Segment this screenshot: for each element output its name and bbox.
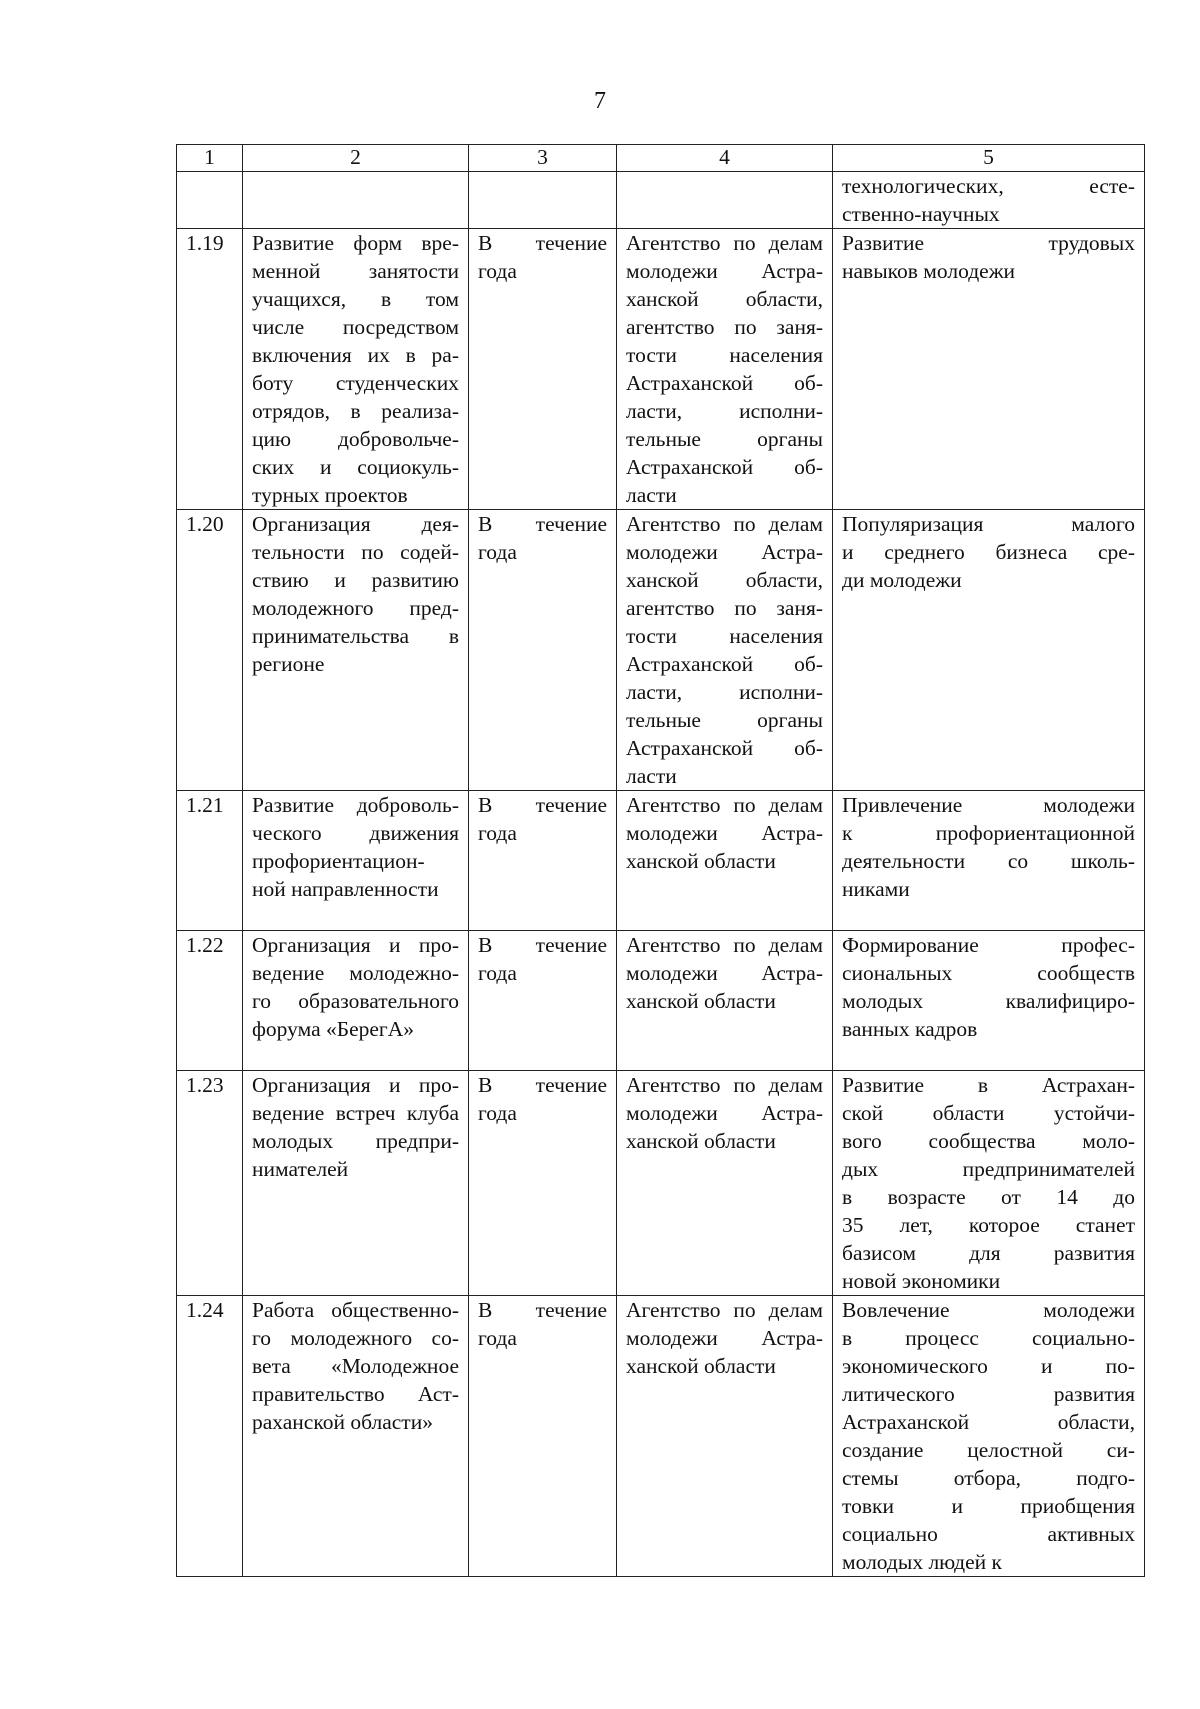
cell-line: Астраханской области, [842, 1410, 1135, 1434]
cell-line: и среднего бизнеса сре- [842, 540, 1135, 564]
cell-line: молодежи Астра- [626, 540, 823, 564]
cell-line: го образовательного [252, 989, 459, 1013]
cell-line: тельные органы [626, 427, 823, 451]
cell-line: дых предпринимателей [842, 1157, 1135, 1181]
cell-line: ханской области, [626, 287, 823, 311]
cell-line: к профориентационной [842, 821, 1135, 845]
result-cell [833, 229, 1145, 510]
cell-line: ной направленности [252, 877, 439, 901]
cell-line: Развитие форм вре- [252, 231, 459, 255]
cell-line: В течение [478, 231, 607, 255]
cell-line: отрядов, в реализа- [252, 399, 459, 423]
table-header-row [177, 145, 1145, 172]
cell-line: правительство Аст- [252, 1382, 459, 1406]
row-number [177, 172, 243, 229]
cell-line: технологических, есте- [842, 174, 1135, 198]
cell-line: года [478, 540, 517, 564]
cell-line: года [478, 259, 517, 283]
cell-line: ласти, исполни- [626, 399, 823, 423]
cell-line: ласти [626, 764, 677, 788]
cell-line: боту студенческих [252, 371, 459, 395]
cell-line: Агентство по делам [626, 512, 823, 536]
cell-line: го молодежного со- [252, 1326, 459, 1350]
cell-line: Организация и про- [252, 1073, 459, 1097]
executor-cell [617, 1296, 833, 1577]
cell-line: года [478, 961, 517, 985]
cell-line: молодежи Астра- [626, 821, 823, 845]
cell-line: молодежи Астра- [626, 259, 823, 283]
result-cell [833, 510, 1145, 791]
page-number: 7 [594, 88, 606, 114]
cell-line: молодежи Астра- [626, 961, 823, 985]
cell-line: социально активных [842, 1522, 1135, 1546]
cell-line: ческого движения [252, 821, 459, 845]
cell-line: молодежного пред- [252, 596, 459, 620]
cell-line: принимательства в [252, 624, 459, 648]
executor-cell [617, 172, 833, 229]
term-cell [469, 229, 617, 510]
cell-line: Астраханской об- [626, 736, 823, 760]
column-header-2: 2 [243, 145, 469, 172]
cell-line: ских и социокуль- [252, 455, 459, 479]
table-row [177, 1296, 1145, 1577]
event-cell [243, 791, 469, 931]
cell-line: Астраханской об- [626, 371, 823, 395]
executor-cell [617, 791, 833, 931]
executor-cell [617, 1071, 833, 1296]
cell-line: ди молодежи [842, 568, 962, 592]
term-cell [469, 931, 617, 1071]
cell-line: Астраханской об- [626, 455, 823, 479]
cell-line: товки и приобщения [842, 1494, 1135, 1518]
cell-line: молодых предпри- [252, 1129, 459, 1153]
event-cell [243, 172, 469, 229]
result-cell [833, 1296, 1145, 1577]
cell-line: сиональных сообществ [842, 961, 1135, 985]
term-cell [469, 1296, 617, 1577]
cell-line: Агентство по делам [626, 231, 823, 255]
executor-cell [617, 510, 833, 791]
cell-line: форума «БерегА» [252, 1017, 415, 1041]
cell-line: ведение встреч клуба [252, 1101, 459, 1125]
term-cell [469, 1071, 617, 1296]
cell-line: Формирование профес- [842, 933, 1135, 957]
cell-line: молодежи Астра- [626, 1101, 823, 1125]
table-body [177, 172, 1145, 1577]
executor-cell [617, 229, 833, 510]
cell-line: профориентацион- [252, 849, 425, 873]
term-cell [469, 510, 617, 791]
cell-line: Организация дея- [252, 512, 459, 536]
executor-cell [617, 931, 833, 1071]
cell-line: В течение [478, 512, 607, 536]
row-number: 1.20 [177, 510, 243, 791]
cell-line: молодежи Астра- [626, 1326, 823, 1350]
cell-line: ственно-научных [842, 202, 1000, 226]
cell-line: ствию и развитию [252, 568, 459, 592]
cell-line: менной занятости [252, 259, 459, 283]
row-number: 1.21 [177, 791, 243, 931]
cell-line: 35 лет, которое станет [842, 1213, 1135, 1237]
cell-line: в возрасте от 14 до [842, 1185, 1135, 1209]
table-row [177, 1071, 1145, 1296]
result-cell [833, 1071, 1145, 1296]
cell-line: тельные органы [626, 708, 823, 732]
event-cell [243, 510, 469, 791]
cell-line: турных проектов [252, 483, 408, 507]
cell-line: В течение [478, 933, 607, 957]
table-row [177, 791, 1145, 931]
term-cell [469, 172, 617, 229]
cell-line: деятельности со школь- [842, 849, 1135, 873]
event-cell [243, 229, 469, 510]
cell-line: агентство по заня- [626, 596, 823, 620]
cell-line: агентство по заня- [626, 315, 823, 339]
cell-line: Агентство по делам [626, 933, 823, 957]
cell-line: навыков молодежи [842, 259, 1016, 283]
cell-line: раханской области» [252, 1410, 433, 1434]
cell-line: литического развития [842, 1382, 1135, 1406]
column-header-3: 3 [469, 145, 617, 172]
cell-line: Привлечение молодежи [842, 793, 1135, 817]
cell-line: нимателей [252, 1157, 349, 1181]
cell-line: ведение молодежно- [252, 961, 459, 985]
cell-line: вета «Молодежное [252, 1354, 459, 1378]
cell-line: ханской области [626, 849, 776, 873]
cell-line: включения их в ра- [252, 343, 459, 367]
cell-line: тельности по содей- [252, 540, 459, 564]
cell-line: стемы отбора, подго- [842, 1466, 1135, 1490]
column-header-4: 4 [617, 145, 833, 172]
cell-line: ханской области, [626, 568, 823, 592]
cell-line: ханской области [626, 989, 776, 1013]
cell-line: года [478, 1326, 517, 1350]
cell-line: ской области устойчи- [842, 1101, 1135, 1125]
result-cell [833, 172, 1145, 229]
cell-line: создание целостной си- [842, 1438, 1135, 1462]
cell-line: Развитие трудовых [842, 231, 1135, 255]
table-row-continuation [177, 172, 1145, 229]
cell-line: Развитие в Астрахан- [842, 1073, 1135, 1097]
column-header-5: 5 [833, 145, 1145, 172]
result-cell [833, 931, 1145, 1071]
cell-line: года [478, 1101, 517, 1125]
cell-line: в процесс социально- [842, 1326, 1135, 1350]
cell-line: учащихся, в том [252, 287, 459, 311]
cell-line: новой экономики [842, 1269, 1001, 1293]
cell-line: В течение [478, 1073, 607, 1097]
row-number: 1.24 [177, 1296, 243, 1577]
column-header-1: 1 [177, 145, 243, 172]
cell-line: вого сообщества моло- [842, 1129, 1135, 1153]
cell-line: регионе [252, 652, 325, 676]
cell-line: Агентство по делам [626, 1073, 823, 1097]
cell-line: Развитие доброволь- [252, 793, 459, 817]
cell-line: Агентство по делам [626, 793, 823, 817]
event-cell [243, 1296, 469, 1577]
cell-line: ласти, исполни- [626, 680, 823, 704]
cell-line: В течение [478, 1298, 607, 1322]
row-number: 1.22 [177, 931, 243, 1071]
cell-line: никами [842, 877, 910, 901]
cell-line: числе посредством [252, 315, 459, 339]
cell-line: ласти [626, 483, 677, 507]
cell-line: года [478, 821, 517, 845]
cell-line: молодых людей к [842, 1550, 1002, 1574]
cell-line: ванных кадров [842, 1017, 978, 1041]
cell-line: В течение [478, 793, 607, 817]
cell-line: ханской области [626, 1129, 776, 1153]
row-number: 1.23 [177, 1071, 243, 1296]
event-cell [243, 1071, 469, 1296]
cell-line: Астраханской об- [626, 652, 823, 676]
cell-line: базисом для развития [842, 1241, 1135, 1265]
event-cell [243, 931, 469, 1071]
table-row [177, 229, 1145, 510]
table-row [177, 931, 1145, 1071]
cell-line: Работа общественно- [252, 1298, 459, 1322]
cell-line: Популяризация малого [842, 512, 1135, 536]
cell-line: тости населения [626, 343, 823, 367]
measures-table [176, 144, 1145, 1577]
cell-line: ханской области [626, 1354, 776, 1378]
cell-line: молодых квалифициро- [842, 989, 1135, 1013]
table-row [177, 510, 1145, 791]
term-cell [469, 791, 617, 931]
cell-line: Вовлечение молодежи [842, 1298, 1135, 1322]
cell-line: экономического и по- [842, 1354, 1135, 1378]
cell-line: Агентство по делам [626, 1298, 823, 1322]
cell-line: тости населения [626, 624, 823, 648]
row-number: 1.19 [177, 229, 243, 510]
cell-line: Организация и про- [252, 933, 459, 957]
result-cell [833, 791, 1145, 931]
cell-line: цию добровольче- [252, 427, 459, 451]
